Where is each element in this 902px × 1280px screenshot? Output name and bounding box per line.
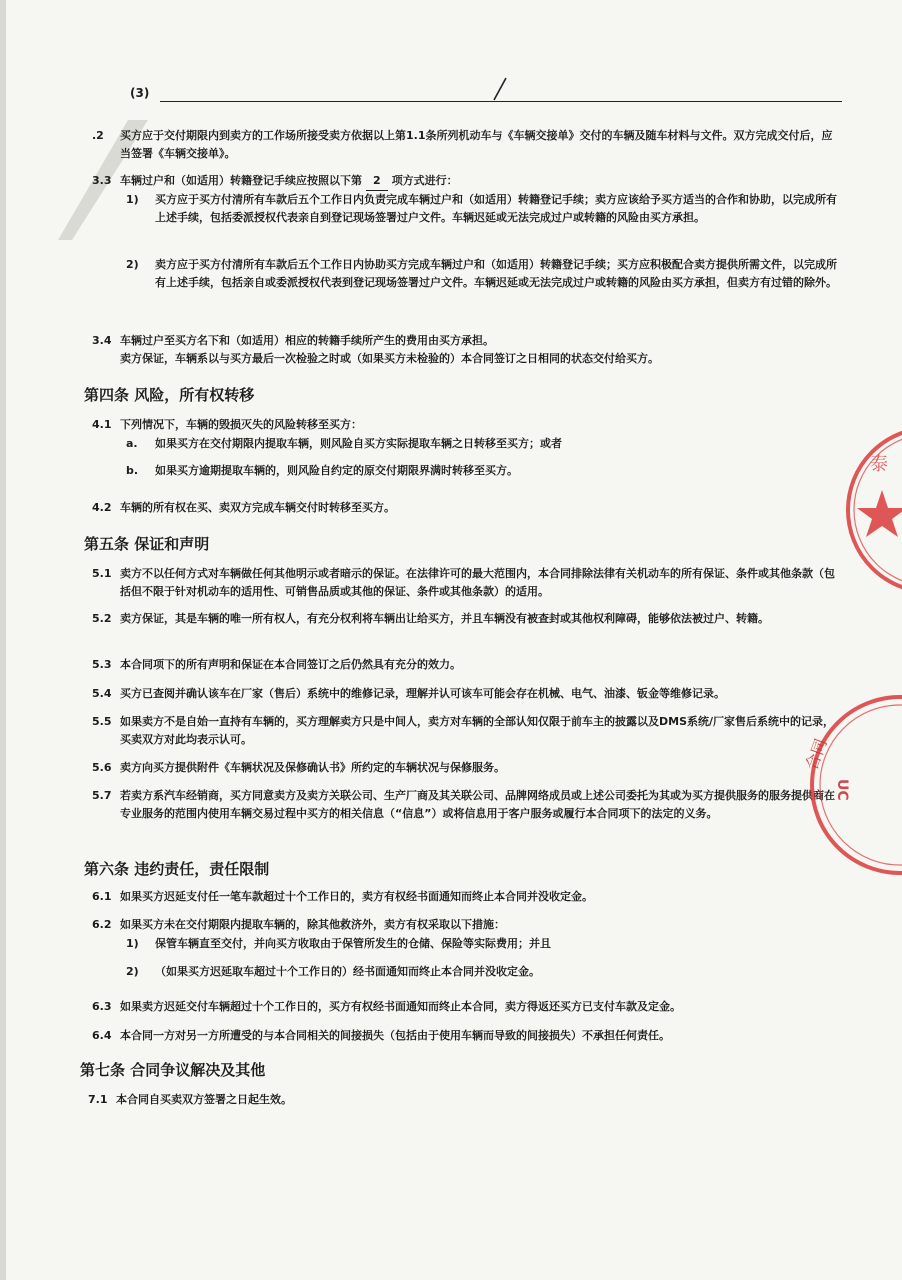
- filled-choice: 2: [366, 172, 388, 191]
- clause-text: 买方应于交付期限内到卖方的工作场所接受卖方依据以上第1.1条所列机动车与《车辆交接单》交付的车辆及随车材料与文件。双方完成交付后，应当签署《车辆交接单》。: [120, 129, 833, 160]
- clause-number: 3.4: [92, 334, 112, 347]
- item-number: a.: [126, 437, 138, 450]
- clause-text: 下列情况下，车辆的毁损灭失的风险转移至买方：: [120, 418, 362, 431]
- clause-text-part: 车辆过户和（如适用）转籍登记手续应按照以下第: [120, 174, 362, 187]
- clause-number: 5.5: [92, 715, 112, 728]
- clause-number: 6.4: [92, 1029, 112, 1042]
- item-number: 1): [126, 193, 139, 206]
- clause-number: 6.1: [92, 890, 112, 903]
- item-number: 1): [126, 937, 139, 950]
- clause-number: 6.2: [92, 918, 112, 931]
- company-seal-stamp: [830, 410, 902, 610]
- item-text: 保管车辆直至交付，并向买方收取由于保管所发生的仓储、保险等实际费用；并且: [155, 937, 551, 950]
- article-heading: 第五条 保证和声明: [84, 535, 210, 553]
- slash-mark: [490, 76, 510, 102]
- clause-number: 3.3: [92, 174, 112, 187]
- svg-text:合同: 合同: [801, 736, 831, 773]
- item-text: 如果买方逾期提取车辆的，则风险自约定的原交付期限界满时转移至买方。: [155, 464, 518, 477]
- clause-text: 卖方不以任何方式对车辆做任何其他明示或者暗示的保证。在法律许可的最大范围内，本合同排除法律有关机动车的所有保证、条件或其他条款（包括但不限于针对机动车的适用性、可销售品质或其他的保证、条件或其他条款）的适用。: [120, 567, 835, 598]
- clause-number: 7.1: [88, 1093, 108, 1106]
- article-heading: 第六条 违约责任，责任限制: [84, 860, 270, 878]
- clause-text: 如果卖方迟延交付车辆超过十个工作日的，买方有权经书面通知而终止本合同，卖方得返还买方已支付车款及定金。: [120, 1000, 681, 1013]
- clause-number: 5.1: [92, 567, 112, 580]
- item-text: 买方应于买方付清所有车款后五个工作日内负责完成车辆过户和（如适用）转籍登记手续；卖方应该给予买方适当的合作和协助，以完成所有上述手续，包括委派授权代表亲自到登记现场签署过户文件。车辆迟延或无法完成过户或转籍的风险由买方承担。: [155, 193, 837, 224]
- clause-text: 如果买方迟延支付任一笔车款超过十个工作日的，卖方有权经书面通知而终止本合同并没收定金。: [120, 890, 593, 903]
- item-text: 卖方应于买方付清所有车款后五个工作日内协助买方完成车辆过户和（如适用）转籍登记手续；买方应积极配合卖方提供所需文件，以完成所有上述手续，包括亲自或委派授权代表到登记现场签署过户文件。车辆迟延或无法完成过户或转籍的风险由买方承担，但卖方有过错的除外。: [155, 258, 837, 289]
- clause-text: 本合同自买卖双方签署之日起生效。: [116, 1093, 292, 1106]
- clause-text: 如果卖方不是自始一直持有车辆的，买方理解卖方只是中间人，卖方对车辆的全部认知仅限于前车主的披露以及DMS系统/厂家售后系统中的记录，买卖双方对此均表示认可。: [120, 715, 835, 746]
- clause-text: 本合同一方对另一方所遭受的与本合同相关的间接损失（包括由于使用车辆而导致的间接损失）不承担任何责任。: [120, 1029, 670, 1042]
- clause-text: 如果买方未在交付期限内提取车辆的，除其他救济外，卖方有权采取以下措施：: [120, 918, 505, 931]
- clause-text: 若卖方系汽车经销商，买方同意卖方及卖方关联公司、生产厂商及其关联公司、品牌网络成员或上述公司委托为其或为买方提供服务的服务提供商在专业服务的范围内使用车辆交易过程中买方的相关信息（“信息”）或将信息用于客户服务或履行本合同项下的法定的义务。: [120, 789, 835, 820]
- clause-number: 5.2: [92, 612, 112, 625]
- article-heading: 第四条 风险，所有权转移: [84, 386, 255, 404]
- clause-number: 5.3: [92, 658, 112, 671]
- svg-text:UC: UC: [834, 779, 850, 801]
- clause-number: 6.3: [92, 1000, 112, 1013]
- item-text: （如果买方迟延取车超过十个工作日的）经书面通知而终止本合同并没收定金。: [155, 965, 540, 978]
- clause-number: .2: [92, 129, 104, 142]
- svg-text:泰: 泰: [870, 454, 888, 475]
- item-number: 2): [126, 965, 139, 978]
- clause-text: 买方已查阅并确认该车在厂家（售后）系统中的维修记录，理解并认可该车可能会存在机械、电气、油漆、钣金等维修记录。: [120, 687, 725, 700]
- item-number: b.: [126, 464, 139, 477]
- clause-text: 卖方保证，其是车辆的唯一所有权人，有充分权利将车辆出让给买方，并且车辆没有被查封或其他权利障碍，能够依法被过户、转籍。: [120, 612, 769, 625]
- clause-number: 5.6: [92, 761, 112, 774]
- clause-text: [120, 172, 842, 191]
- clause-number: 5.4: [92, 687, 112, 700]
- clause-number: 4.1: [92, 418, 112, 431]
- clause-text-part: 项方式进行：: [391, 174, 458, 187]
- clause-text: 卖方保证，车辆系以与买方最后一次检验之时或（如果买方未检验的）本合同签订之日相同的状态交付给买方。: [120, 352, 659, 365]
- scan-edge: [0, 0, 6, 1280]
- item-text: 如果买方在交付期限内提取车辆，则风险自买方实际提取车辆之日转移至买方；或者: [155, 437, 562, 450]
- clause-text: 车辆过户至买方名下和（如适用）相应的转籍手续所产生的费用由买方承担。: [120, 334, 494, 347]
- clause-text: 卖方向买方提供附件《车辆状况及保修确认书》所约定的车辆状况与保修服务。: [120, 761, 505, 774]
- clause-number: 5.7: [92, 789, 112, 802]
- item-number: (3): [130, 86, 150, 100]
- contract-seal-stamp: [780, 690, 902, 880]
- clause-text: 本合同项下的所有声明和保证在本合同签订之后仍然具有充分的效力。: [120, 658, 461, 671]
- clause-text: 车辆的所有权在买、卖双方完成车辆交付时转移至买方。: [120, 501, 395, 514]
- clause-number: 4.2: [92, 501, 112, 514]
- item-number: 2): [126, 258, 139, 271]
- article-heading: 第七条 合同争议解决及其他: [80, 1061, 266, 1079]
